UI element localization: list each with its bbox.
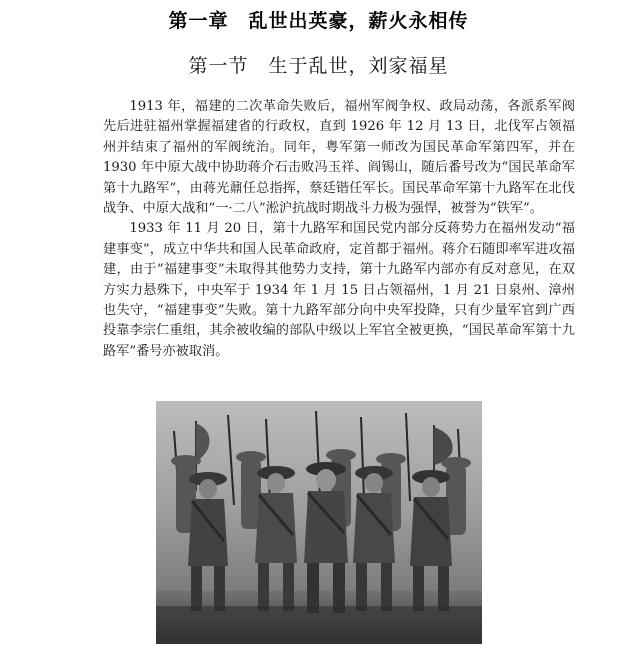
paragraph-1: 1913 年，福建的二次革命失败后，福州军阀争权、政局动荡，各派系军阀先后进驻福州掌握福建省的行政权，直到 1926 年 12 月 13 日，北伐军占领福州并结束了福州的军阀统治。同年，粤军第一师改为国民革命军第四军，并在 1930 年中原大战中协助蒋介石击败冯玉祥、阎锡山，随后番号改为“国民革命军第十九路军”，由蒋光鼐任总指挥，蔡廷锴任军长。国民革命军第十九路军在北伐战争、中原大战和“一·二八”淞沪抗战时期战斗力极为强悍，被誉为“铁军”。 (103, 99, 575, 217)
historical-troops-photo (156, 401, 482, 644)
chapter-title: 第一章 乱世出英豪，薪火永相传 (168, 10, 469, 32)
section-title: 第一节 生于乱世，刘家福星 (188, 55, 449, 77)
paragraph-2: 1933 年 11 月 20 日，第十九路军和国民党内部分反蒋势力在福州发动“福建事变”，成立中华共和国人民革命政府，定首都于福州。蒋介石随即率军进攻福建，由于“福建事变”未取得其他势力支持，第十九路军内部亦有反对意见，在双方实力悬殊下，中央军于 1934 年 1 月 15 日占领福州，1 月 21 日泉州、漳州也失守，“福建事变”失败。第十九路军部分向中央军投降，只有少量军官到广西投靠李宗仁重组，其余被收编的部队中级以上军官全被更换，“国民革命军第十九路军”番号亦被取消。 (103, 221, 575, 359)
troops-photo-illustration (156, 401, 482, 644)
body-text (103, 97, 575, 362)
